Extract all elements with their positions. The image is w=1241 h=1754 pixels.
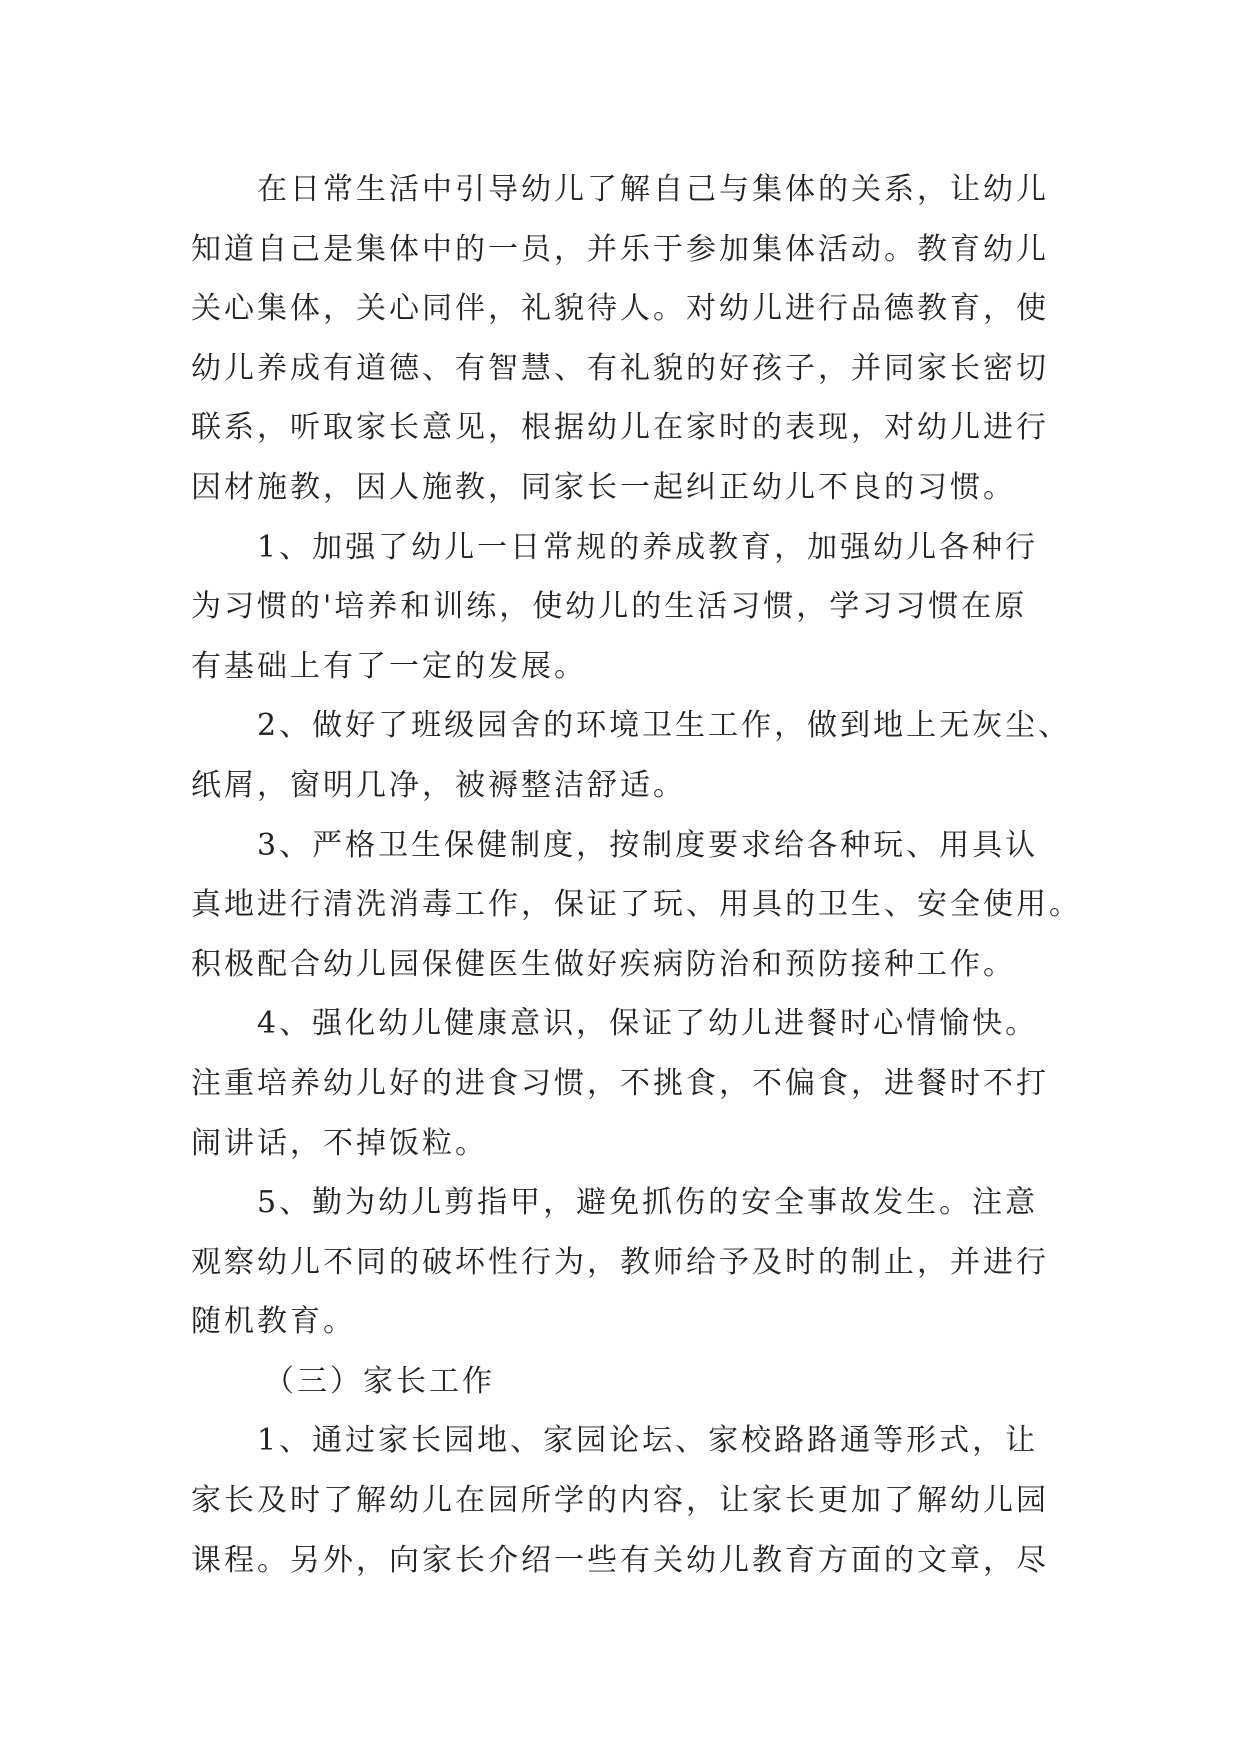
text-line: 纸屑，窗明几净，被褥整洁舒适。 [191, 767, 686, 803]
text-line: 闹讲话，不掉饭粒。 [191, 1125, 488, 1161]
text-line: 课程。另外，向家长介绍一些有关幼儿教育方面的文章，尽 [191, 1542, 1049, 1578]
text-line: 幼儿养成有道德、有智慧、有礼貌的好孩子，并同家长密切 [191, 350, 1049, 386]
text-line: 4、强化幼儿健康意识，保证了幼儿进餐时心情愉快。 [257, 1006, 1039, 1042]
text-line: 有基础上有了一定的发展。 [191, 648, 587, 684]
text-line: 因材施教，因人施教，同家长一起纠正幼儿不良的习惯。 [191, 469, 1016, 505]
section-heading: （三）家长工作 [264, 1363, 495, 1399]
text-line: 注重培养幼儿好的进食习惯，不挑食，不偏食，进餐时不打 [191, 1065, 1049, 1101]
text-line: 5、勤为幼儿剪指甲，避免抓伤的安全事故发生。注意 [257, 1185, 1039, 1221]
text-line: 家长及时了解幼儿在园所学的内容，让家长更加了解幼儿园 [191, 1483, 1049, 1519]
text-line: 为习惯的'培养和训练，使幼儿的生活习惯，学习习惯在原 [191, 589, 1028, 625]
text-line: 在日常生活中引导幼儿了解自己与集体的关系，让幼儿 [257, 172, 1049, 207]
text-line: 知道自己是集体中的一员，并乐于参加集体活动。教育幼儿 [191, 231, 1049, 267]
text-line: 真地进行清洗消毒工作，保证了玩、用具的卫生、安全使用。 [191, 887, 1082, 923]
text-line: 1、加强了幼儿一日常规的养成教育，加强幼儿各种行 [257, 529, 1039, 565]
text-line: 积极配合幼儿园保健医生做好疾病防治和预防接种工作。 [191, 946, 1016, 982]
document-body [191, 160, 1082, 1590]
text-line: 2、做好了班级园舍的环境卫生工作，做到地上无灰尘、 [257, 708, 1072, 744]
text-line: 1、通过家长园地、家园论坛、家校路路通等形式，让 [257, 1423, 1039, 1459]
text-line: 随机教育。 [191, 1304, 356, 1340]
text-line: 观察幼儿不同的破坏性行为，教师给予及时的制止，并进行 [191, 1244, 1049, 1280]
text-line: 3、严格卫生保健制度，按制度要求给各种玩、用具认 [257, 827, 1039, 863]
text-line: 联系，听取家长意见，根据幼儿在家时的表现，对幼儿进行 [191, 410, 1049, 446]
text-line: 关心集体，关心同伴，礼貌待人。对幼儿进行品德教育，使 [191, 291, 1049, 327]
